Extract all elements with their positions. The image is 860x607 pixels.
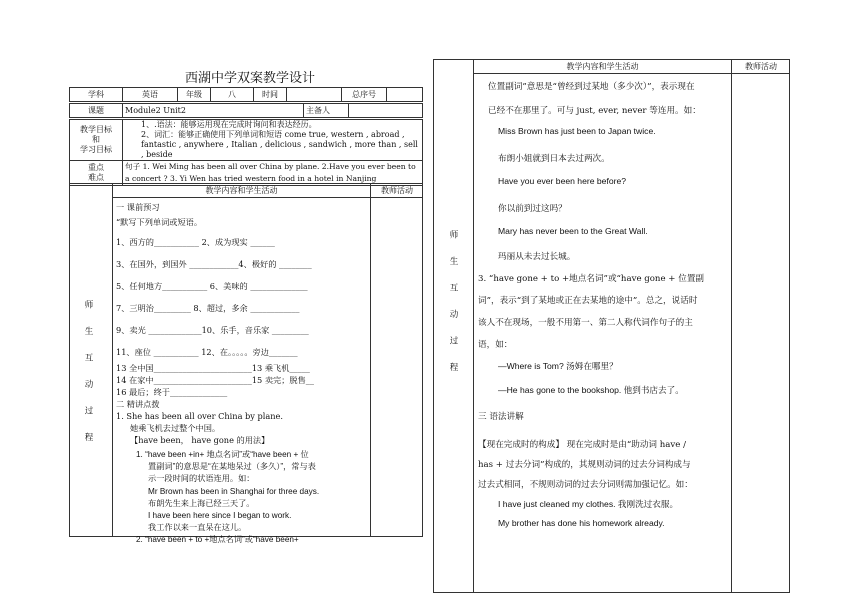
goals-table [69,119,423,186]
example-english: I have just cleaned my clothes. 我刚洗过衣服。 [498,499,679,509]
left-content [116,202,370,547]
usage-line: 我工作以来一直呆在这儿。 [148,523,247,533]
paragraph-line: 词”，表示“到了某地或正在去某地的途中”。总之，说话时 [478,296,698,306]
example-english: Miss Brown has just been to Japan twice. [498,126,656,136]
right-content [478,80,730,538]
vocab-item: 1、西方的___________ 2、成为现实 ______ [116,237,275,247]
side-label: 师生互动过程 [83,300,93,459]
paragraph-line: 已经不在那里了。可与 just, ever, never 等连用。如： [488,106,701,116]
right-teacher-column-header: 教师活动 [745,62,777,71]
section-grammar: 三 语法讲解 [478,412,524,422]
example-translation: 她乘飞机去过整个中国。 [130,423,221,433]
example-english: Have you ever been here before? [498,176,627,186]
paragraph-line: 语，如： [478,340,513,350]
content-column-header: 教学内容和学生活动 [205,186,278,195]
vocab-item: 16 最后；终于______________ [116,387,228,397]
usage-line: 1. “have been +in+ 地点名词”或“have been + 位 [136,450,309,459]
vocab-item: 5、任何地方___________ 6、美味的 ______________ [116,281,308,291]
usage-line: 置副词”的意思是“在某地呆过（多久）”，常与表 [148,462,316,472]
example-chinese: 布朗小姐就到日本去过两次。 [498,154,610,164]
paragraph-line: 该人不在现场，一般不用第一、第二人称代词作句子的主 [478,318,693,328]
right-content-column-header: 教学内容和学生活动 [566,62,639,71]
header-table [69,87,423,102]
example-chinese: 玛丽从未去过长城。 [498,252,576,262]
usage-line: I have been here since I began to work. [148,511,292,521]
usage-line: 2. “have been + to +地点名词”或“have been+ [136,535,299,545]
subject-label: 学科 [70,88,123,102]
key-points-content: 句子 1. Wei Ming has been all over China by plane. 2.Have you ever been to a concert ? 3. Yi Wen has tried western food in a hotel in Nanjing [123,161,423,186]
grammar-line: has + 过去分词”构成的，其规则动词的过去分词构成与 [478,460,691,470]
example-chinese: 你以前到过这吗？ [498,204,567,214]
topic-table [69,103,423,118]
page-title: 西湖中学双案教学设计 [184,71,315,86]
paragraph-line: 位置副词”意思是“曾经到过某地（多少次）”，表示现在 [488,82,695,92]
grammar-line: 【现在完成时的构成】 现在完成时是由“助动词 have / [478,440,686,450]
vocab-item: 9、卖光 _____________10、乐手，音乐家 _________ [116,325,309,335]
vocab-item: 14 在家中________________________15 卖完；脱售__ [116,375,314,385]
example-english: My brother has done his homework already. [498,518,665,528]
dialogue-line: —Where is Tom? 汤姆在哪里？ [498,361,618,371]
topic-value: Module2 Unit2 [123,104,304,118]
grade-value: 八 [211,88,254,102]
vocab-item: 3、在国外，到国外 ____________4、极好的 ________ [116,259,312,269]
example-sentence: 1. She has been all over China by plane. [116,411,283,421]
example-english: Mary has never been to the Great Wall. [498,226,648,236]
paragraph-line: 3. “have gone + to +地点名词”或“have gone + 位置副 [478,274,705,284]
vocab-item: 13 全中国________________________13 乘飞机_____ [116,363,310,373]
goals-content: 1、.语法：能够运用现在完成时询问和表达经历。 2、词汇：能够正确使用下列单词和短语 come true, western , abroad , fantastic , anywhere , Italian , delicious , sandwich , more than , sell , beside [123,120,423,161]
subject-value: 英语 [123,88,178,102]
vocab-item: 11、座位 ___________ 12、在。。。。。旁边_______ [116,347,298,357]
vocab-item: 7、三明治_________ 8、超过，多余 ____________ [116,303,300,313]
instruction: “默写下列单词或短语。 [116,216,203,227]
teacher-column-header: 教师活动 [381,186,413,195]
preparer-label: 主备人 [304,104,349,118]
topic-label: 课题 [70,104,123,118]
goals-label: 教学目标 和 学习目标 [70,120,123,161]
grade-label: 年级 [178,88,211,102]
dialogue-line: —He has gone to the bookshop. 他到书店去了。 [498,385,684,395]
time-label: 时间 [254,88,287,102]
section-preview: 一 课前预习 [116,202,160,212]
usage-line: Mr Brown has been in Shanghai for three days. [148,486,320,496]
right-side-label: 师生互动过程 [448,230,458,389]
section-explain: 二 精讲点拨 [116,399,160,409]
usage-line: 示一段时间的状语连用。如： [148,474,255,484]
usage-title: 【have been， have gone 的用法】 [130,435,270,445]
lesson-number-label: 总序号 [342,88,387,102]
usage-line: 布朗先生来上海已经三天了。 [148,498,255,508]
key-points-label: 重点 难点 [70,161,123,186]
grammar-line: 过去式相同，不规则动词的过去分词则需加强记忆。如： [478,480,693,490]
